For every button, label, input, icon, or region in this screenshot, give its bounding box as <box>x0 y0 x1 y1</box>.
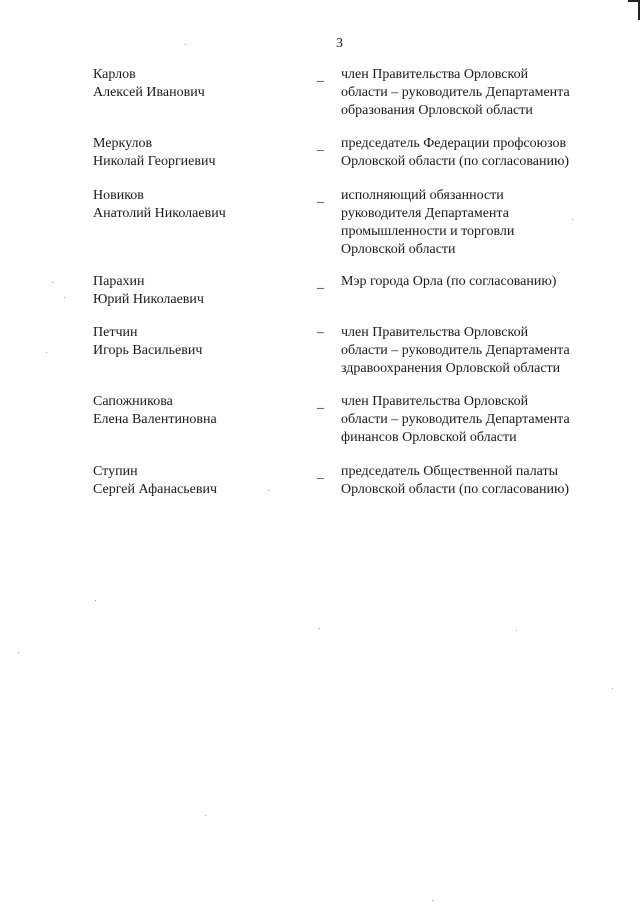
scan-speck <box>516 630 517 631</box>
scan-speck <box>612 688 613 689</box>
scan-speck <box>64 297 65 298</box>
member-given-names: Елена Валентиновна <box>93 412 217 427</box>
member-role: председатель Общественной палаты Орловской области (по согласованию) <box>341 464 570 497</box>
scan-speck <box>95 600 96 601</box>
member-surname: Новиков <box>93 188 144 203</box>
scan-speck <box>268 490 269 491</box>
member-dash: _ <box>317 276 324 291</box>
member-surname: Меркулов <box>93 136 153 151</box>
member-name-block <box>93 463 293 499</box>
scan-speck <box>185 44 186 45</box>
member-dash: – <box>317 325 324 340</box>
member-given-names: Николай Георгиевич <box>93 154 216 169</box>
page-number: 3 <box>336 36 343 51</box>
member-given-names: Игорь Васильевич <box>93 343 203 358</box>
member-name-block <box>93 393 293 429</box>
member-given-names: Алексей Иванович <box>93 85 205 100</box>
member-dash: _ <box>317 69 324 84</box>
member-dash: _ <box>317 138 324 153</box>
member-surname: Ступин <box>93 464 138 479</box>
member-given-names: Анатолий Николаевич <box>93 206 226 221</box>
member-surname: Сапожникова <box>93 394 173 409</box>
member-name-block <box>93 187 293 223</box>
member-role: Мэр города Орла (по согласованию) <box>341 274 557 289</box>
member-role: член Правительства Орловской области – руководитель Департамента здравоохранения Орловской области <box>341 325 570 376</box>
member-name-block <box>93 273 293 309</box>
scan-speck <box>205 815 206 816</box>
member-surname: Парахин <box>93 274 145 289</box>
member-role: член Правительства Орловской области – руководитель Департамента образования Орловской области <box>341 67 570 118</box>
member-given-names: Сергей Афанасьевич <box>93 482 218 497</box>
member-dash: _ <box>317 190 324 205</box>
scan-speck <box>52 282 53 283</box>
member-role: исполняющий обязанности руководителя Департамента промышленности и торговли Орловской области <box>341 188 515 257</box>
member-surname: Петчин <box>93 325 138 340</box>
scan-speck <box>432 900 433 901</box>
member-role: член Правительства Орловской области – руководитель Департамента финансов Орловской области <box>341 394 570 445</box>
member-name-block <box>93 324 293 360</box>
scan-speck <box>319 628 320 629</box>
member-name-block <box>93 135 293 171</box>
scan-speck <box>572 219 573 220</box>
member-surname: Карлов <box>93 67 136 82</box>
page-corner-mark <box>628 0 640 20</box>
member-given-names: Юрий Николаевич <box>93 292 204 307</box>
member-role: председатель Федерации профсоюзов Орловской области (по согласованию) <box>341 136 570 169</box>
member-dash: _ <box>317 466 324 481</box>
scan-speck <box>46 352 47 353</box>
member-name-block <box>93 66 293 102</box>
member-dash: _ <box>317 396 324 411</box>
scan-speck <box>18 652 19 653</box>
